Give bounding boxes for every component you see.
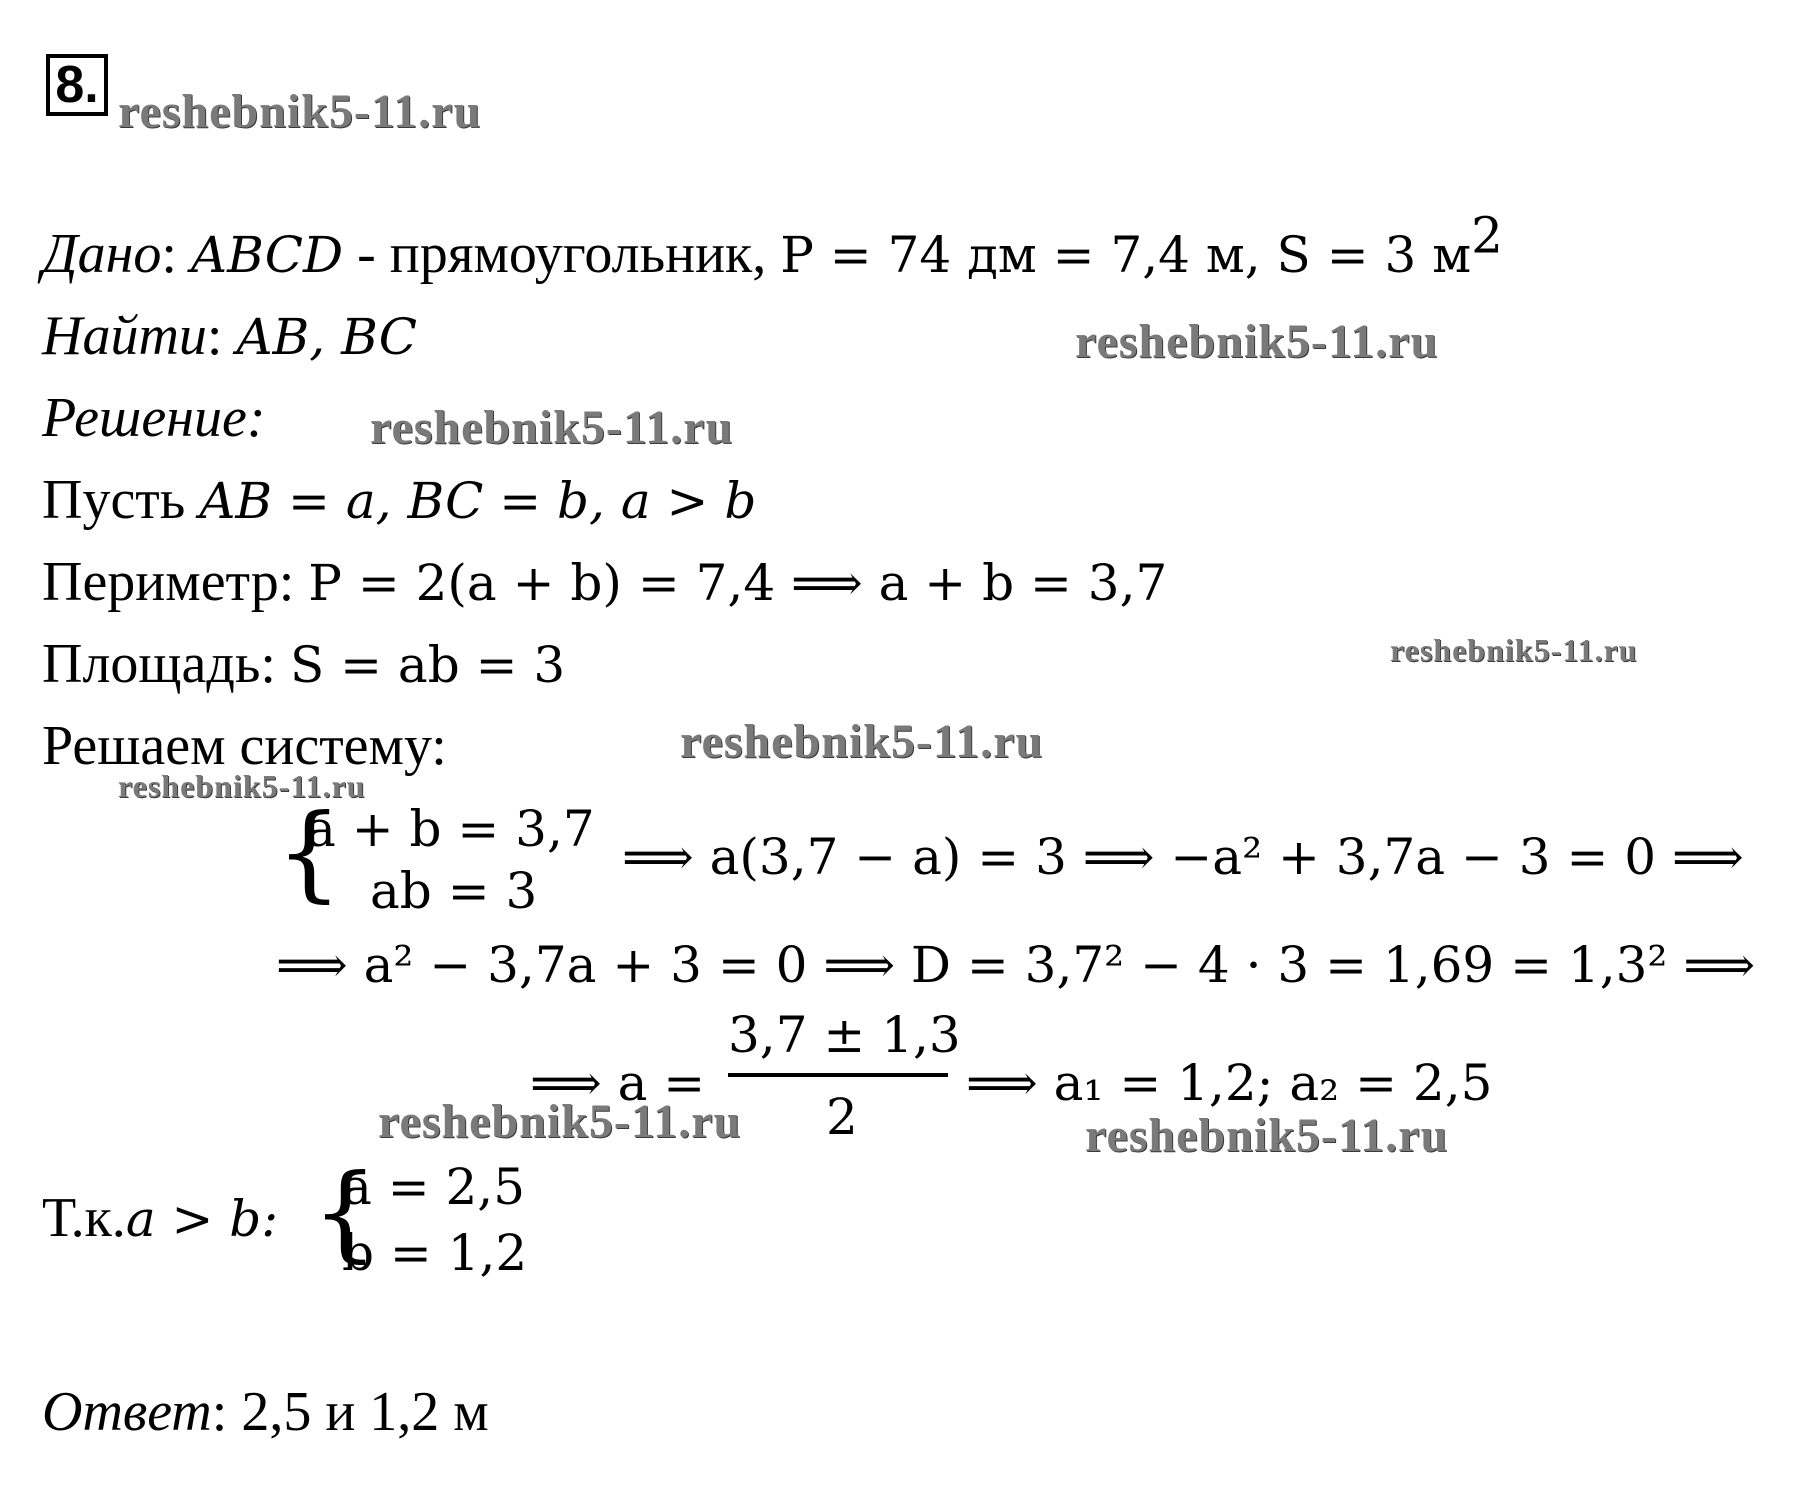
conclusion-line — [42, 1187, 279, 1249]
watermark: reshebnik5-11.ru — [378, 1095, 742, 1148]
watermark: reshebnik5-11.ru — [370, 401, 734, 454]
answer-label: Ответ — [42, 1381, 212, 1443]
area-expr: S = ab = 3 — [289, 636, 566, 694]
find-label: Найти — [42, 305, 207, 367]
let-expr: AB = a, BC = b, a > b — [199, 472, 757, 530]
watermark: reshebnik5-11.ru — [1085, 1109, 1449, 1162]
given-sup: 2 — [1471, 206, 1503, 265]
let-label: Пусть — [42, 469, 200, 531]
answer-sep: : — [211, 1381, 242, 1443]
conclusion-eq1: a = 2,5 — [342, 1158, 526, 1216]
given-label: Дано — [42, 223, 162, 285]
roots-numerator: 3,7 ± 1,3 — [728, 1006, 961, 1064]
conclusion-cond: a > b: — [125, 1190, 279, 1248]
conclusion-label: Т.к. — [42, 1187, 126, 1249]
watermark: reshebnik5-11.ru — [1390, 632, 1638, 668]
solution-label: Решение — [42, 387, 247, 449]
let-line — [42, 469, 757, 531]
roots-denominator: 2 — [826, 1088, 858, 1146]
find-value: AB, BC — [236, 308, 418, 366]
watermark: reshebnik5-11.ru — [1075, 315, 1439, 368]
find-sep: : — [206, 305, 237, 367]
roots-prefix: ⟹ a = — [530, 1054, 706, 1112]
perimeter-expr: P = 2(a + b) = 7,4 ⟹ a + b = 3,7 — [308, 554, 1168, 612]
system-eq1: a + b = 3,7 — [306, 800, 595, 858]
area-line — [42, 633, 566, 695]
discriminant-line: ⟹ a² − 3,7a + 3 = 0 ⟹ D = 3,7² − 4 · 3 = 1,69 = 1,3² ⟹ — [276, 936, 1756, 994]
conclusion-eq2: b = 1,2 — [342, 1224, 528, 1282]
given-values: P = 74 дм = 7,4 м, S = 3 м — [780, 226, 1472, 284]
conclusion-brace: { — [312, 1151, 379, 1273]
fraction-bar — [728, 1073, 948, 1077]
given-sep: : — [161, 223, 191, 285]
given-line — [42, 206, 1503, 285]
answer-value: 2,5 и 1,2 м — [241, 1381, 489, 1443]
find-line — [42, 305, 418, 367]
perimeter-line — [42, 551, 1168, 613]
system-label: Решаем систему: — [42, 715, 447, 777]
problem-number: 8. — [46, 54, 108, 116]
watermark: reshebnik5-11.ru — [680, 715, 1044, 768]
area-label: Площадь: — [42, 633, 290, 695]
roots-result: ⟹ a₁ = 1,2; a₂ = 2,5 — [966, 1054, 1493, 1112]
watermark: reshebnik5-11.ru — [118, 85, 482, 138]
system-eq2: ab = 3 — [370, 862, 538, 920]
answer-line — [42, 1381, 489, 1443]
given-figure: ABCD — [190, 226, 344, 284]
solution-line — [42, 387, 266, 449]
given-desc: - прямоугольник, — [343, 223, 781, 285]
solution-sep: : — [246, 387, 266, 449]
perimeter-label: Периметр: — [42, 551, 309, 613]
system-brace: { — [276, 791, 343, 913]
watermark: reshebnik5-11.ru — [118, 768, 366, 804]
system-chain: ⟹ a(3,7 − a) = 3 ⟹ −a² + 3,7a − 3 = 0 ⟹ — [622, 828, 1744, 886]
